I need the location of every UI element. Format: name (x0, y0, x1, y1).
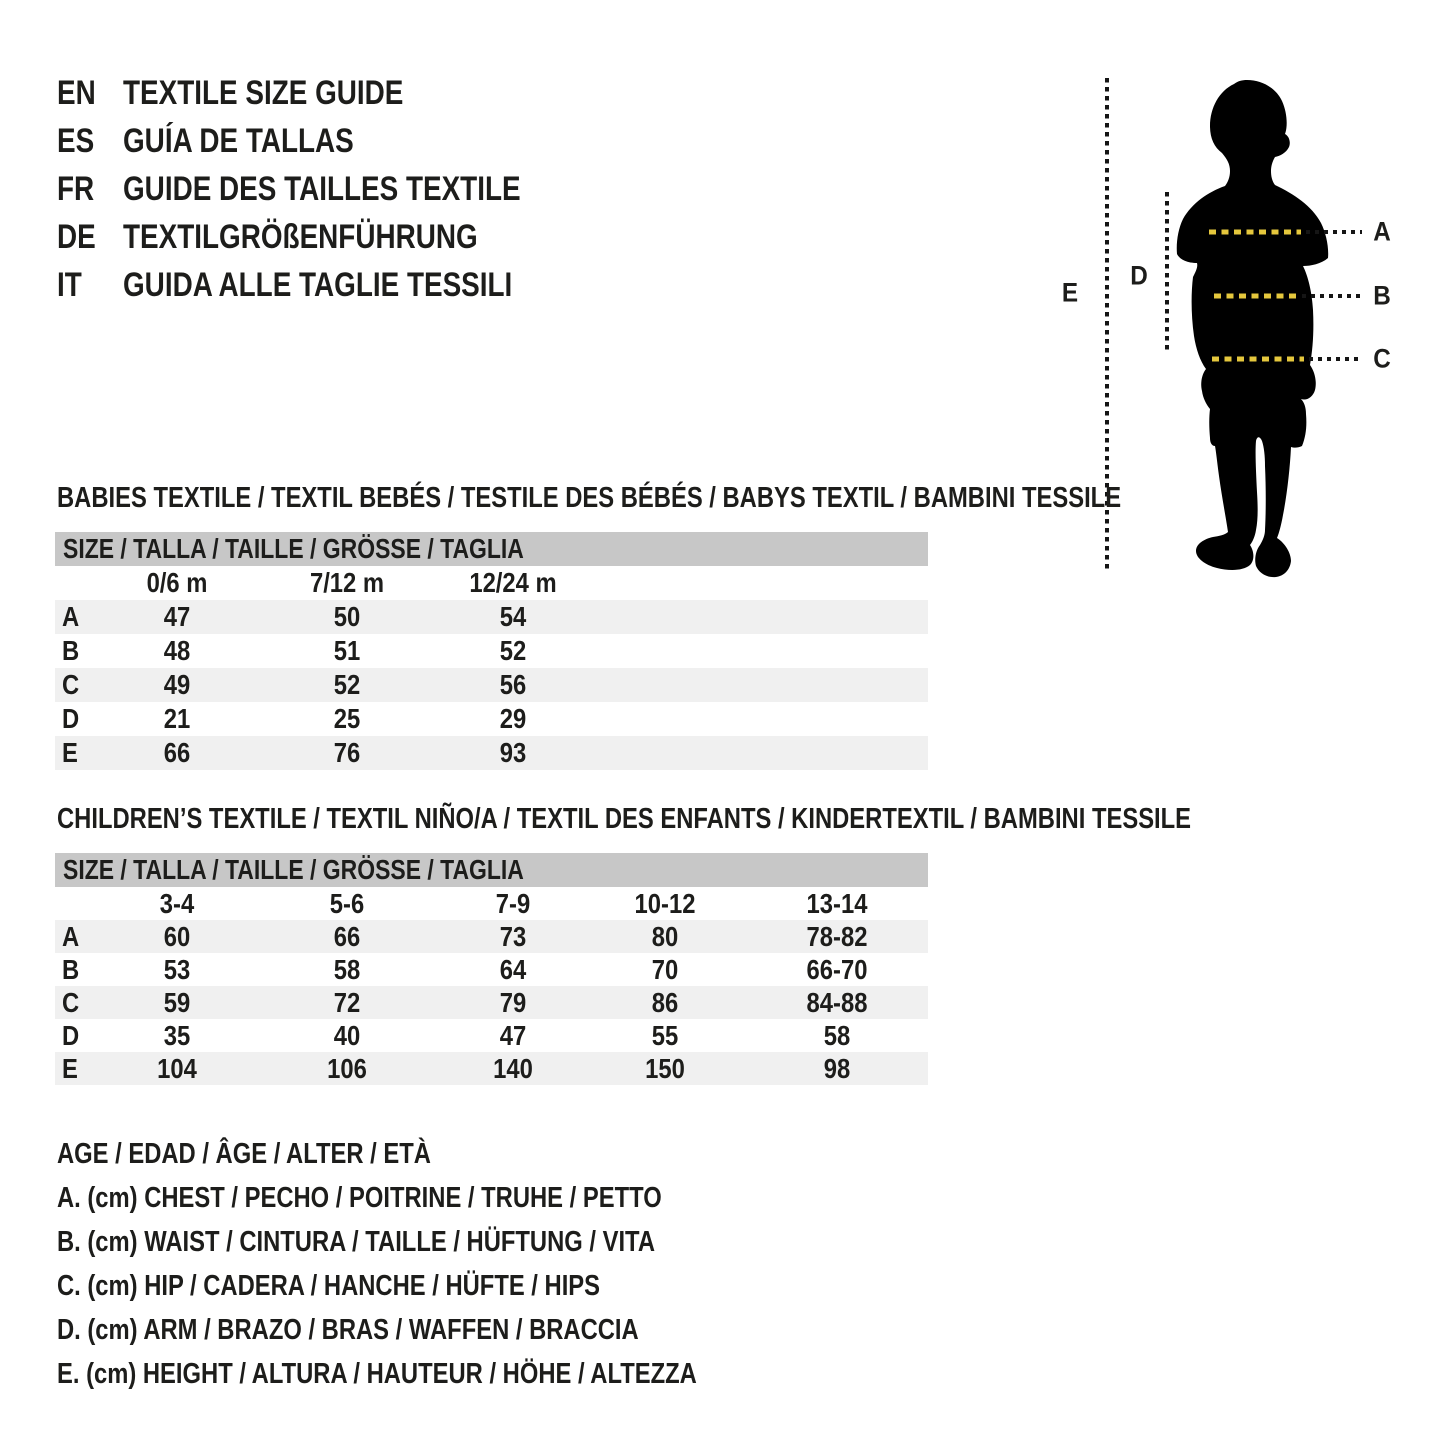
column-header: 7/12 m (309, 567, 385, 598)
cell-value: 86 (651, 987, 679, 1018)
legend-line: AGE / EDAD / ÂGE / ALTER / ETÀ (57, 1138, 431, 1170)
table-row (55, 1052, 928, 1085)
legend-line: E. (cm) HEIGHT / ALTURA / HAUTEUR / HÖHE / ALTEZZA (57, 1358, 697, 1390)
cell-value: 60 (163, 921, 191, 952)
language-row (0, 261, 700, 309)
table-row (55, 668, 928, 702)
cell-value: 72 (333, 987, 361, 1018)
column-header: 12/24 m (469, 567, 557, 598)
table-row (55, 986, 928, 1019)
cell-value: 66 (163, 737, 191, 768)
cell-value: 40 (333, 1020, 361, 1051)
legend-line: C. (cm) HIP / CADERA / HANCHE / HÜFTE / HIPS (57, 1270, 601, 1302)
measurement-figure (1040, 66, 1420, 596)
table-row (55, 634, 928, 668)
cell-value: 66-70 (806, 954, 868, 985)
cell-value: 21 (163, 703, 191, 734)
row-letter: B (62, 635, 80, 666)
column-header: 13-14 (806, 888, 868, 919)
cell-value: 79 (499, 987, 527, 1018)
cell-value: 55 (651, 1020, 679, 1051)
language-code: ES (57, 122, 95, 160)
cell-value: 93 (499, 737, 527, 768)
legend-line: A. (cm) CHEST / PECHO / POITRINE / TRUHE / PETTO (57, 1182, 662, 1214)
cell-value: 54 (499, 601, 527, 632)
section-heading-children: CHILDREN’S TEXTILE / TEXTIL NIÑO/A / TEXTIL DES ENFANTS / KINDERTEXTIL / BAMBINI TESSILE (57, 803, 1192, 835)
language-code: DE (57, 218, 96, 256)
measure-label-e: E (1061, 277, 1079, 308)
children-size-header: SIZE / TALLA / TAILLE / GRÖSSE / TAGLIA (55, 853, 928, 887)
language-title: GUÍA DE TALLAS (123, 122, 354, 160)
cell-value: 47 (163, 601, 191, 632)
section-heading-babies: BABIES TEXTILE / TEXTIL BEBÉS / TESTILE DES BÉBÉS / BABYS TEXTIL / BAMBINI TESSILE (57, 482, 1122, 514)
table-row (55, 600, 928, 634)
column-header: 10-12 (634, 888, 696, 919)
column-header: 3-4 (159, 888, 195, 919)
cell-value: 52 (499, 635, 527, 666)
row-letter: A (62, 921, 80, 952)
language-title: GUIDA ALLE TAGLIE TESSILI (123, 266, 513, 304)
cell-value: 98 (823, 1053, 851, 1084)
table-row (55, 1019, 928, 1052)
row-letter: E (62, 1053, 78, 1084)
cell-value: 25 (333, 703, 361, 734)
table-row (55, 736, 928, 770)
cell-value: 53 (163, 954, 191, 985)
legend-line: B. (cm) WAIST / CINTURA / TAILLE / HÜFTUNG / VITA (57, 1226, 655, 1258)
row-letter: D (62, 1020, 80, 1051)
cell-value: 47 (499, 1020, 527, 1051)
measure-label-d: D (1130, 260, 1148, 291)
cell-value: 58 (823, 1020, 851, 1051)
table-row (55, 702, 928, 736)
cell-value: 80 (651, 921, 679, 952)
cell-value: 48 (163, 635, 191, 666)
measure-label-b: B (1373, 280, 1391, 311)
cell-value: 51 (333, 635, 361, 666)
children-column-header-row (55, 887, 928, 920)
cell-value: 35 (163, 1020, 191, 1051)
language-row (0, 117, 700, 165)
measure-label-a: A (1373, 216, 1391, 247)
language-row (0, 213, 700, 261)
cell-value: 104 (157, 1053, 197, 1084)
language-row (0, 165, 700, 213)
cell-value: 56 (499, 669, 527, 700)
language-title: TEXTILGRÖßENFÜHRUNG (123, 218, 478, 256)
cell-value: 64 (499, 954, 527, 985)
language-title: GUIDE DES TAILLES TEXTILE (123, 170, 521, 208)
language-title: TEXTILE SIZE GUIDE (123, 74, 404, 112)
language-code: IT (57, 266, 82, 304)
row-letter: C (62, 987, 80, 1018)
legend-line: D. (cm) ARM / BRAZO / BRAS / WAFFEN / BRACCIA (57, 1314, 639, 1346)
measure-label-c: C (1373, 343, 1391, 374)
row-letter: C (62, 669, 80, 700)
cell-value: 52 (333, 669, 361, 700)
cell-value: 78-82 (806, 921, 868, 952)
row-letter: E (62, 737, 78, 768)
cell-value: 140 (493, 1053, 533, 1084)
cell-value: 66 (333, 921, 361, 952)
babies-size-header: SIZE / TALLA / TAILLE / GRÖSSE / TAGLIA (55, 532, 928, 566)
language-code: EN (57, 74, 96, 112)
language-code: FR (57, 170, 95, 208)
cell-value: 70 (651, 954, 679, 985)
cell-value: 29 (499, 703, 527, 734)
cell-value: 59 (163, 987, 191, 1018)
cell-value: 106 (327, 1053, 367, 1084)
column-header: 5-6 (329, 888, 365, 919)
row-letter: D (62, 703, 80, 734)
cell-value: 50 (333, 601, 361, 632)
language-row (0, 69, 700, 117)
cell-value: 73 (499, 921, 527, 952)
babies-column-header-row (55, 566, 928, 600)
table-row (55, 953, 928, 986)
cell-value: 150 (645, 1053, 685, 1084)
column-header: 7-9 (495, 888, 531, 919)
row-letter: B (62, 954, 80, 985)
row-letter: A (62, 601, 80, 632)
cell-value: 58 (333, 954, 361, 985)
column-header: 0/6 m (146, 567, 208, 598)
cell-value: 84-88 (806, 987, 868, 1018)
cell-value: 49 (163, 669, 191, 700)
cell-value: 76 (333, 737, 361, 768)
table-row (55, 920, 928, 953)
